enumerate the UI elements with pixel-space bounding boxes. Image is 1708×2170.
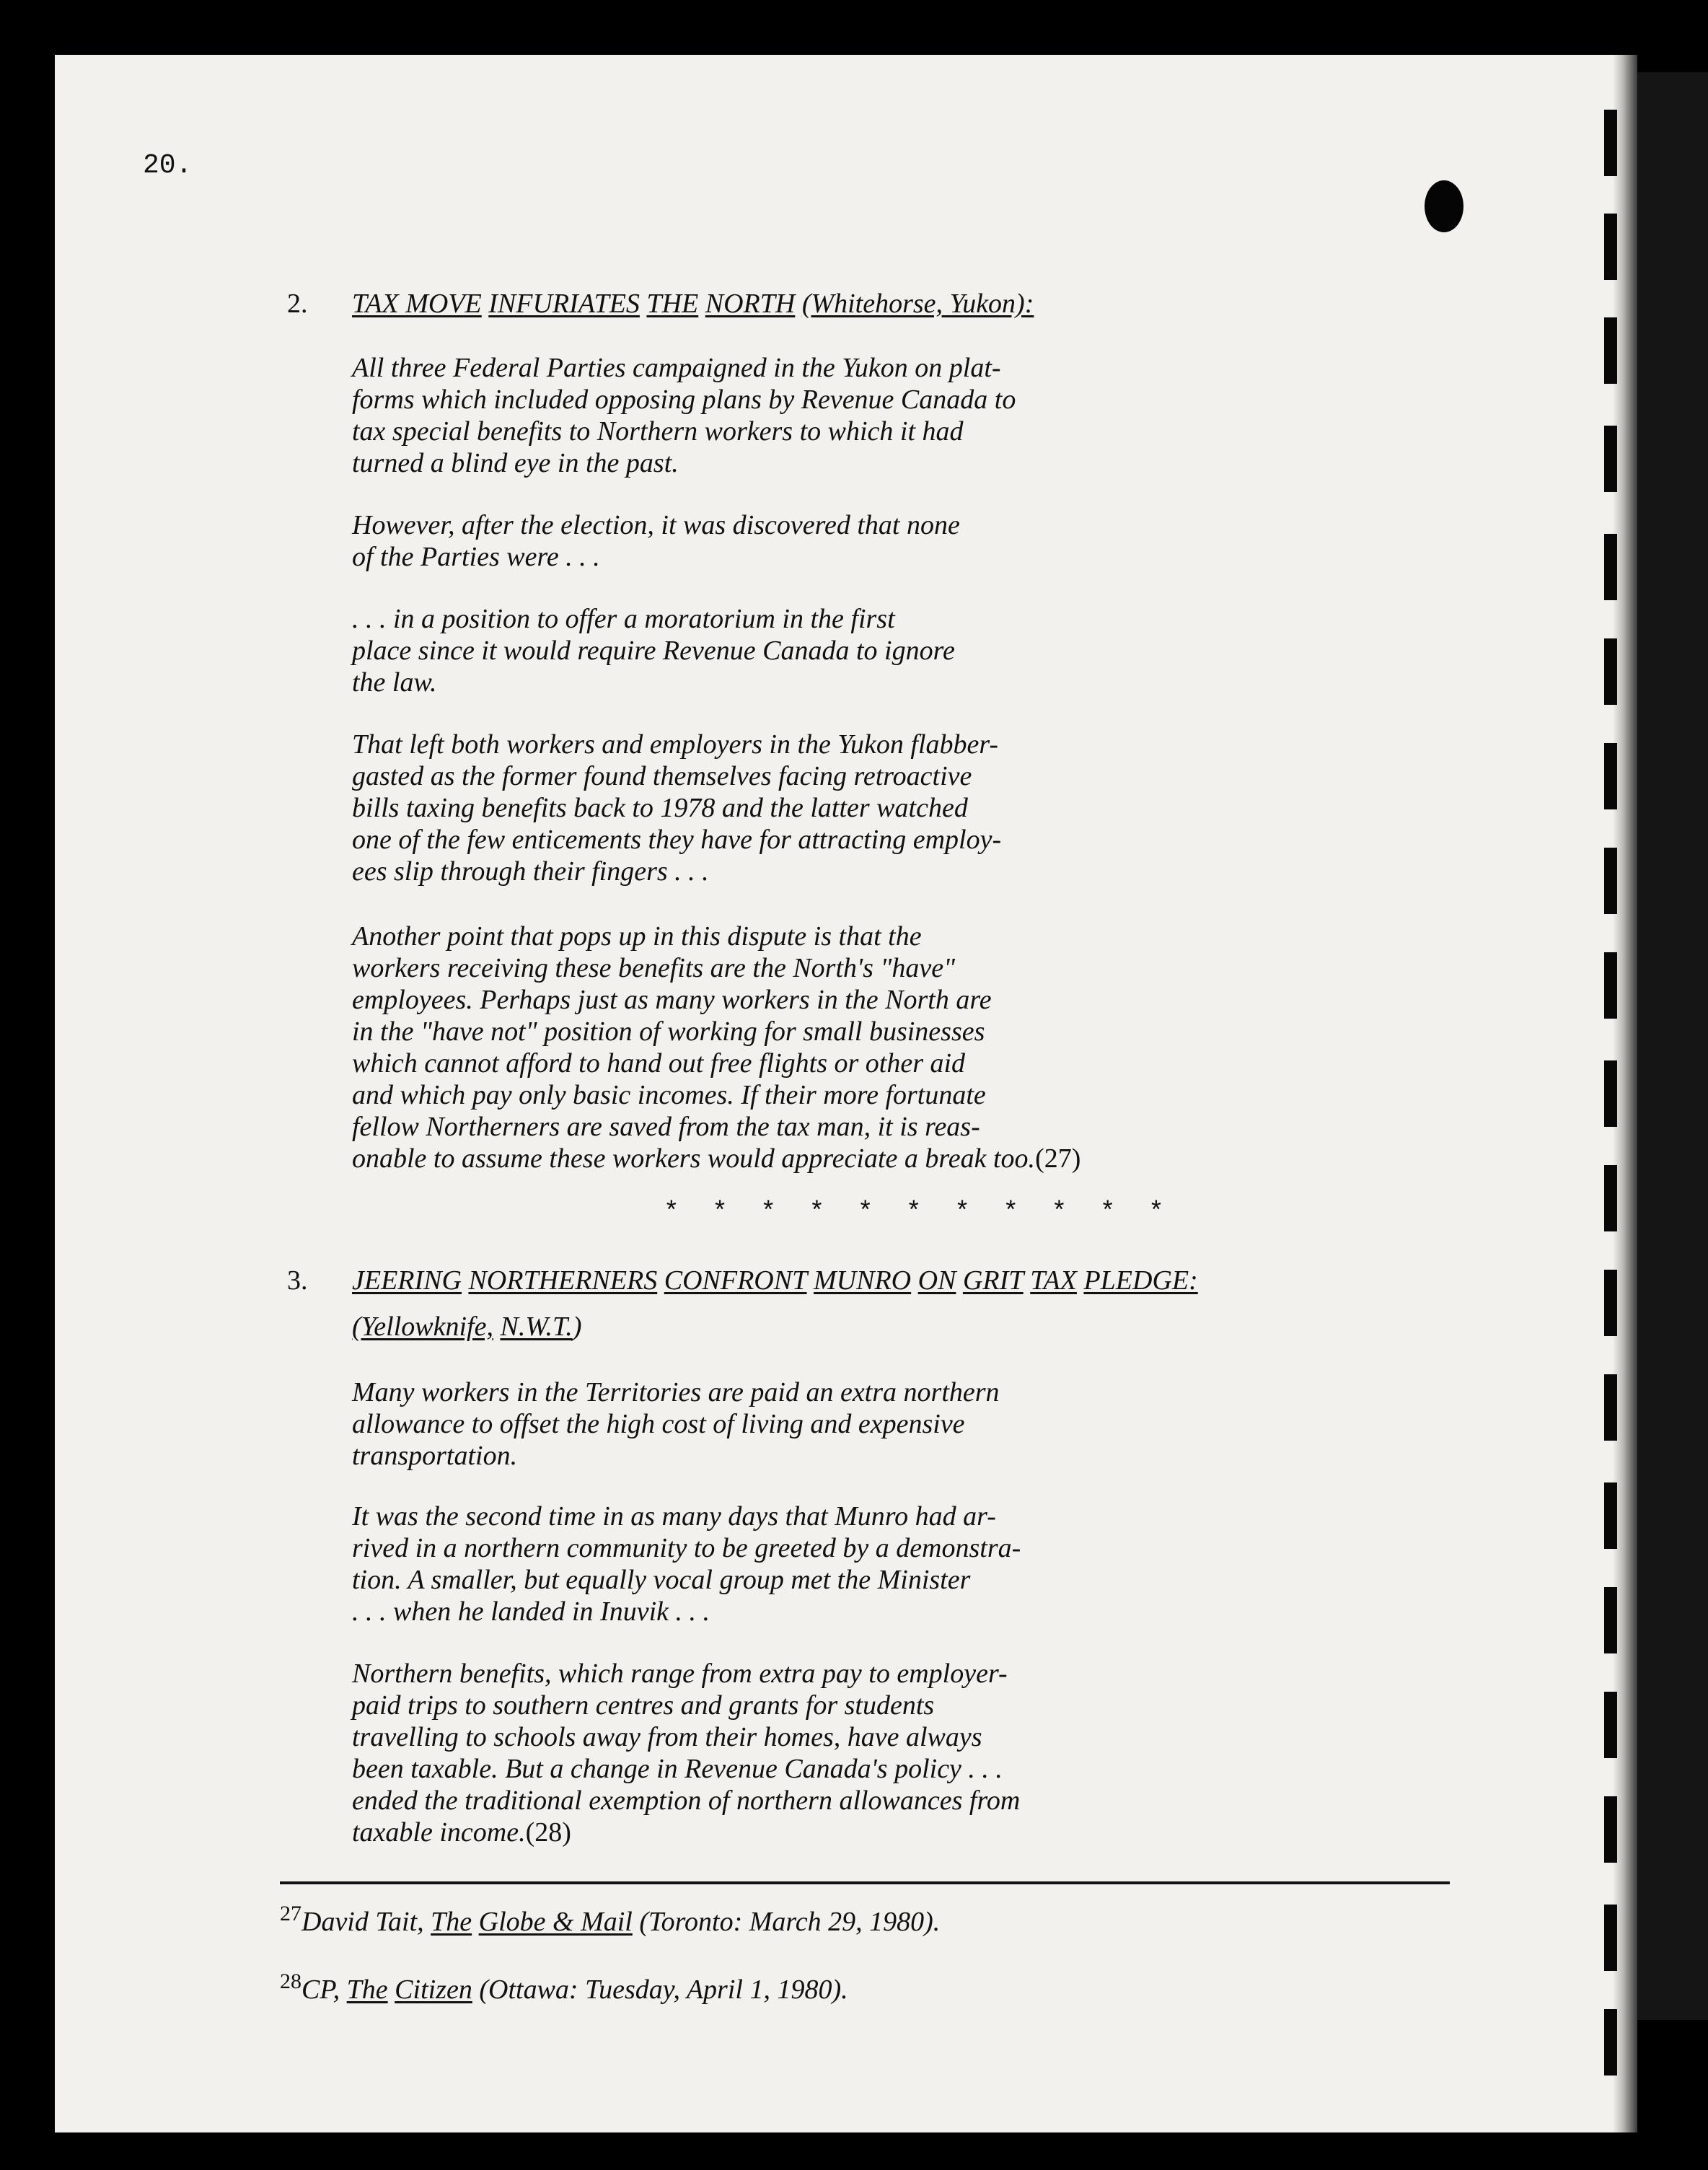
paragraph: All three Federal Parties campaigned in the Yukon on plat- forms which included opposing plans by Revenue Canada to tax special benefits to Northern workers to which it had turned a blind eye in the past.	[352, 353, 1016, 478]
binding-bar	[1604, 1587, 1617, 1653]
footnote-text: CP,	[301, 1974, 347, 2005]
paragraph: . . . in a position to offer a moratorium in the first place since it would require Revenue Canada to ignore the law.	[352, 604, 955, 698]
paragraph-text: Another point that pops up in this dispute is that the workers receiving these benefits are the North's "have" employees. Perhaps just as many workers in the North are in the "have not" position of working for small businesses which cannot afford to hand out free flights or other aid and which pay only basic incomes. If their more fortunate fellow Northerners are saved from the tax man, it is reas- onable to assume these workers would appreciate a break too.	[352, 921, 1036, 1174]
page-number: 20.	[143, 150, 193, 181]
binding-bar	[1604, 1270, 1617, 1336]
heading-location: )	[572, 1312, 582, 1342]
binding-bar	[1604, 1482, 1617, 1549]
footnote-title: Globe & Mail	[478, 1907, 633, 1937]
binding-bar	[1604, 1692, 1617, 1758]
paragraph: Many workers in the Territories are paid an extra northern allowance to offset the high cost of living and expensive transportation.	[352, 1377, 1000, 1471]
binding-bar	[1604, 2009, 1617, 2075]
footnote-rule	[280, 1881, 1450, 1884]
binding-bar	[1604, 110, 1617, 176]
footnote-text: (Ottawa: Tuesday, April 1, 1980).	[472, 1974, 848, 2005]
footnote-title: The	[346, 1974, 388, 2005]
heading-word: THE	[646, 289, 699, 319]
footnote-27	[280, 1902, 940, 1938]
heading-location: (Whitehorse, Yukon):	[801, 289, 1034, 319]
paragraph: That left both workers and employers in the Yukon flabber- gasted as the former found themselves facing retroactive bills taxing benefits back to 1978 and the latter watched one of the few enticements they have for attracting employ- ees slip through their fingers . . .	[352, 729, 1002, 887]
section-3-heading	[287, 1264, 1369, 1343]
footnote-28	[280, 1969, 848, 2006]
heading-word: TAX MOVE	[352, 289, 482, 319]
punch-hole	[1425, 180, 1463, 232]
citation-marker: (28)	[525, 1817, 571, 1848]
heading-word: ON	[917, 1265, 956, 1296]
binding-bar	[1604, 1165, 1617, 1231]
section-number: 2.	[287, 289, 308, 319]
paragraph-with-citation	[352, 921, 1376, 1174]
paragraph: However, after the election, it was discovered that none of the Parties were . . .	[352, 510, 960, 572]
binding-bar	[1604, 848, 1617, 914]
binding-spine	[1637, 72, 1708, 2020]
heading-word: NORTHERNERS	[468, 1265, 658, 1296]
binding-bar	[1604, 638, 1617, 705]
section-heading	[287, 287, 1369, 320]
footnote-mark: 27	[280, 1902, 301, 1925]
section-2-heading	[287, 287, 1369, 320]
binding-bar	[1604, 1060, 1617, 1127]
binding-bar	[1604, 743, 1617, 809]
heading-word: TAX	[1030, 1265, 1077, 1296]
binding-bar	[1604, 952, 1617, 1019]
heading-word: MUNRO	[814, 1265, 912, 1296]
paragraph: It was the second time in as many days that Munro had ar- rived in a northern community to be greeted by a demonstra- tion. A smaller, but equally vocal group met the Minister . . . when he landed in Inuvik . . .	[352, 1501, 1021, 1627]
footnote-title: Citizen	[395, 1974, 472, 2005]
section-heading	[287, 1264, 1369, 1297]
binding-bar	[1604, 426, 1617, 492]
binding-bar	[1604, 214, 1617, 280]
binding-bar	[1604, 1796, 1617, 1863]
footnote-text: (Toronto: March 29, 1980).	[632, 1907, 941, 1937]
heading-word: NORTH	[705, 289, 796, 319]
heading-word: GRIT	[962, 1265, 1024, 1296]
section-heading-location	[287, 1310, 1369, 1343]
footnote-text: David Tait,	[301, 1907, 431, 1937]
footnote-mark: 28	[280, 1969, 301, 1993]
binding-bar	[1604, 1905, 1617, 1971]
footnote-title: The	[431, 1907, 472, 1937]
section-number: 3.	[287, 1265, 308, 1296]
heading-location: N.W.T.	[500, 1312, 573, 1342]
heading-word: INFURIATES	[488, 289, 640, 319]
binding-bar	[1604, 1374, 1617, 1441]
heading-word: JEERING	[352, 1265, 462, 1296]
binding-bar	[1604, 534, 1617, 600]
heading-location: (Yellowknife,	[352, 1312, 493, 1342]
paragraph-with-citation	[352, 1658, 1376, 1848]
heading-word: CONFRONT	[664, 1265, 807, 1296]
binding-bar	[1604, 317, 1617, 384]
heading-word: PLEDGE:	[1083, 1265, 1198, 1296]
section-separator: * * * * * * * * * * *	[664, 1198, 1173, 1227]
paragraph-text: Northern benefits, which range from extra pay to employer- paid trips to southern centres and grants for students travelling to schools away from their homes, have always been taxable. But a change in Revenue Canada's policy . . . ended the traditional exemption of northern allowances from taxable income.	[352, 1659, 1021, 1848]
citation-marker: (27)	[1035, 1143, 1081, 1174]
